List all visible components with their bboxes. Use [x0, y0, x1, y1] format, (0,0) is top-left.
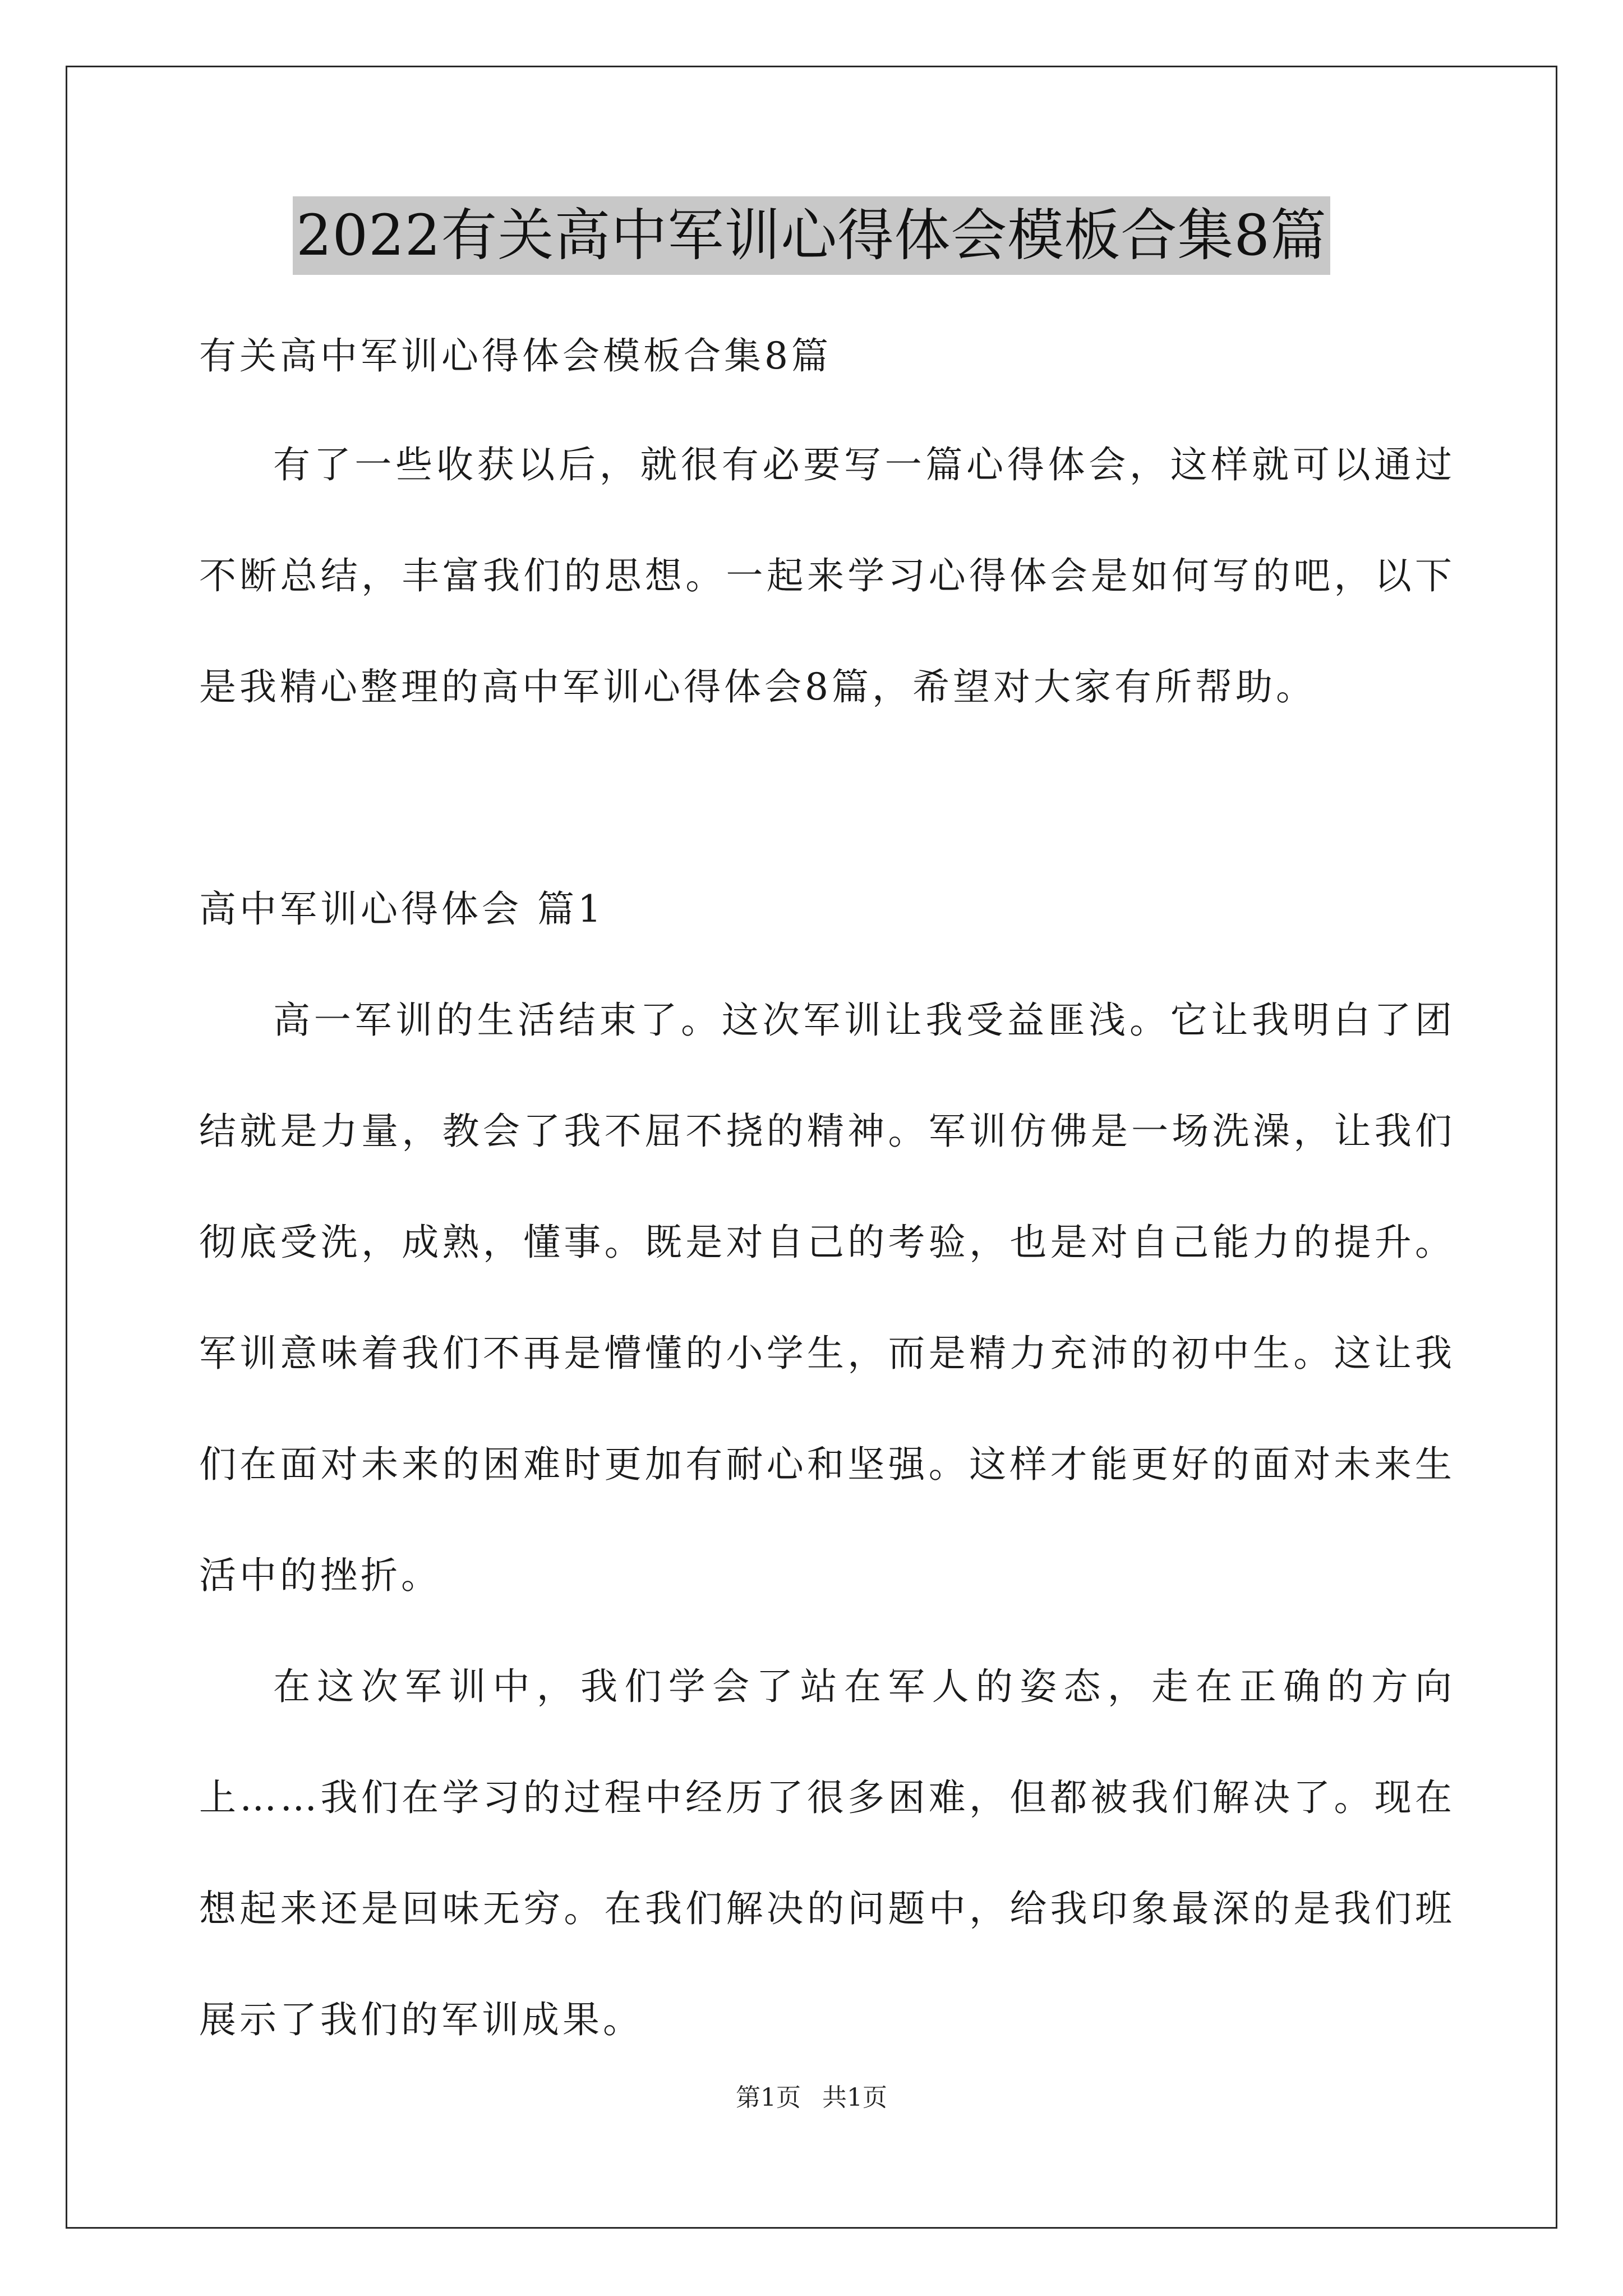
body-paragraph-1: 高一军训的生活结束了。这次军训让我受益匪浅。它让我明白了团结就是力量，教会了我不屈不挠的精神。军训仿佛是一场洗澡，让我们彻底受洗，成熟，懂事。既是对自己的考验，也是对自己能力的提升。军训意味着我们不再是懵懂的小学生，而是精力充沛的初中生。这让我们在面对未来的困难时更加有耐心和坚强。这样才能更好的面对未来生活中的挫折。 — [199, 999, 1455, 1597]
intro-paragraph: 有了一些收获以后，就很有必要写一篇心得体会，这样就可以通过不断总结，丰富我们的思想。一起来学习心得体会是如何写的吧，以下是我精心整理的高中军训心得体会8篇，希望对大家有所帮助。 — [199, 443, 1455, 708]
page-number-total: 共1页 — [822, 2083, 887, 2112]
body-paragraph-2: 在这次军训中，我们学会了站在军人的姿态，走在正确的方向上……我们在学习的过程中经历了很多困难，但都被我们解决了。现在想起来还是回味无穷。在我们解决的问题中，给我印象最深的是我们班展示了我们的军训成果。 — [199, 1665, 1455, 2041]
page-footer — [0, 2081, 1623, 2115]
page-number-current: 第1页 — [736, 2083, 801, 2112]
document-subtitle: 有关高中军训心得体会模板合集8篇 — [199, 334, 832, 378]
document-title: 2022有关高中军训心得体会模板合集8篇 — [293, 196, 1330, 275]
title-container — [0, 196, 1623, 275]
section-heading: 高中军训心得体会 篇1 — [199, 887, 605, 931]
document-body — [199, 314, 1455, 2076]
